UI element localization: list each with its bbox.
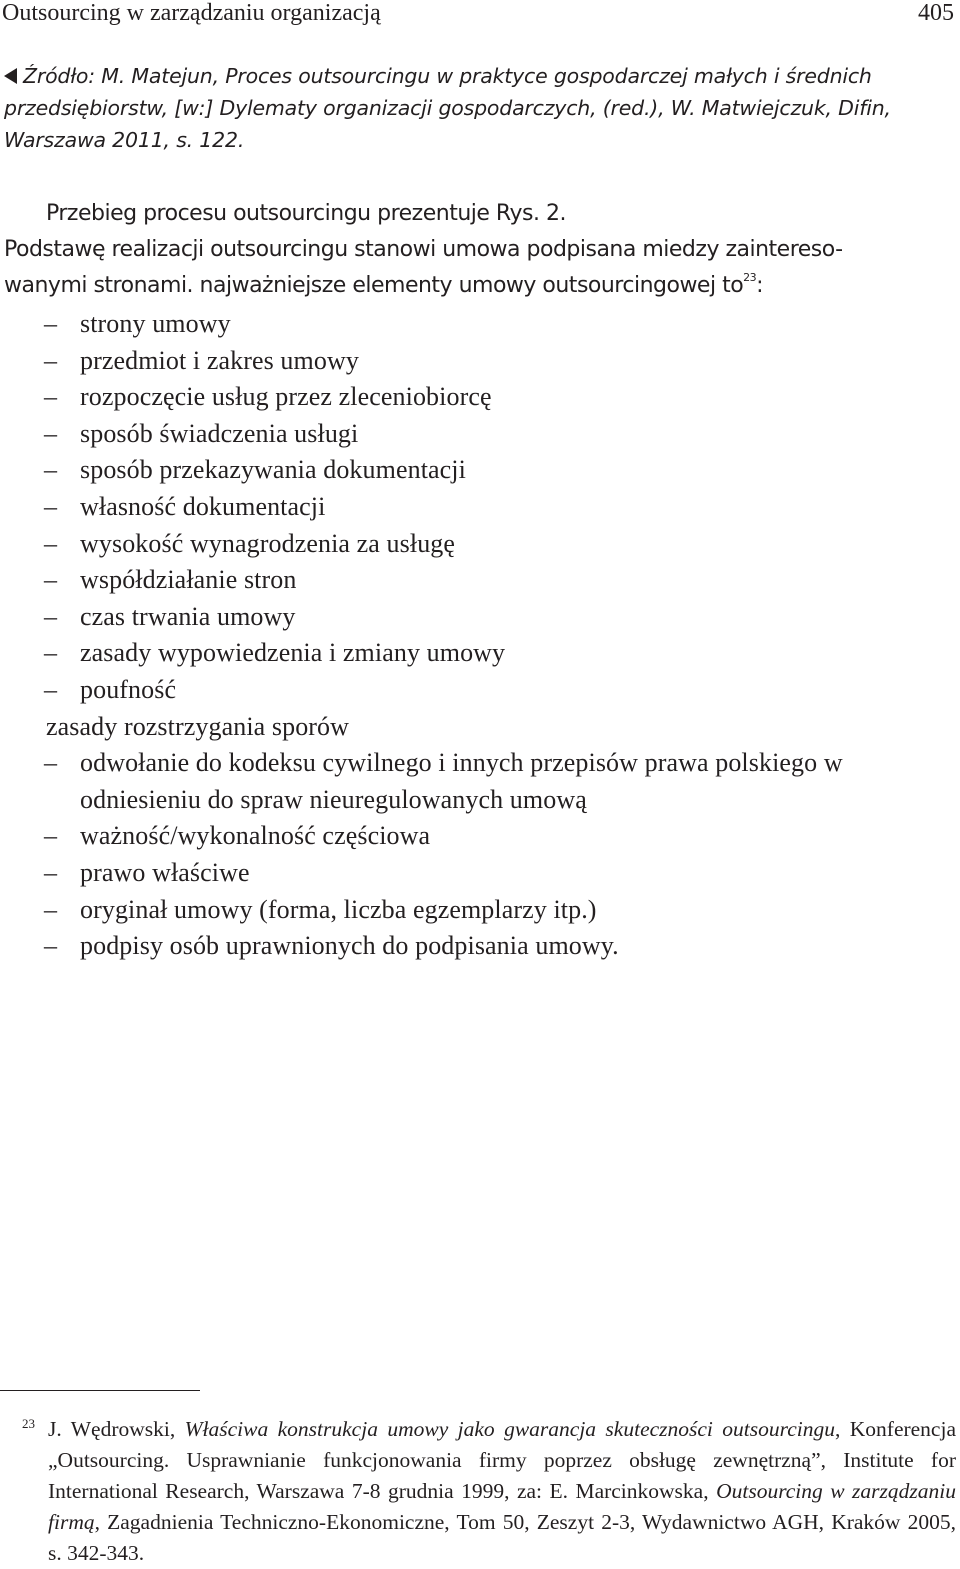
list-item-text: podpisy osób uprawnionych do podpisania umowy. xyxy=(80,931,619,961)
running-header xyxy=(0,0,960,30)
list-item xyxy=(0,892,958,929)
dash: – xyxy=(44,382,58,412)
dash: – xyxy=(44,931,58,961)
footnote-author: J. Wędrowski, xyxy=(48,1417,185,1441)
list-item xyxy=(0,672,958,709)
contract-elements-list xyxy=(0,306,958,965)
dash: – xyxy=(44,418,58,448)
footnote-title: Właściwa konstrukcja umowy jako gwarancja skuteczności outsourcingu xyxy=(184,1417,835,1441)
list-item-plain: zasady rozstrzygania sporów xyxy=(46,711,350,741)
dash: – xyxy=(44,821,58,851)
dash: – xyxy=(44,674,58,704)
footnote-ref[interactable]: 23 xyxy=(743,271,757,284)
list-item xyxy=(0,416,958,453)
list-item xyxy=(0,526,958,563)
footnote xyxy=(22,1414,957,1569)
footnote-title-2: Outsourcing w zarządzaniu firmą xyxy=(48,1479,957,1534)
intro-line-1: Przebieg procesu outsourcingu prezentuje Rys. 2. xyxy=(46,201,566,226)
intro-line-2 xyxy=(4,232,960,304)
list-item-text: strony umowy xyxy=(80,309,231,338)
dash: – xyxy=(44,491,58,521)
list-item xyxy=(0,599,958,636)
list-item xyxy=(0,343,958,380)
intro-colon: : xyxy=(756,273,764,298)
header-title: Outsourcing w zarządzaniu organizacją xyxy=(2,0,381,26)
list-item xyxy=(0,818,958,855)
dash: – xyxy=(44,748,58,778)
dash: – xyxy=(44,565,58,595)
list-item-text: przedmiot i zakres umowy xyxy=(80,345,359,375)
list-item xyxy=(0,855,958,892)
dash: – xyxy=(44,601,58,631)
list-item-text: prawo właściwe xyxy=(80,857,250,887)
list-item xyxy=(0,745,958,818)
list-item-text: sposób przekazywania dokumentacji xyxy=(80,455,466,485)
list-item xyxy=(0,635,958,672)
list-item-text: rozpoczęcie usług przez zleceniobiorcę xyxy=(80,382,492,412)
list-item xyxy=(0,562,958,599)
dash: – xyxy=(44,638,58,668)
list-item xyxy=(0,379,958,416)
list-item-text: odwołanie do kodeksu cywilnego i innych przepisów prawa polskiego w odniesieniu do spraw nieuregulowanych umową xyxy=(80,748,843,814)
source-text: Źródło: M. Matejun, Proces outsourcingu w praktyce gospodarczej małych i średnich przedsiębiorstw, [w:] Dylematy organizacji gospodarczych, (red.), W. Matwiejczuk, Difin, Warszawa 2011, s. 122. xyxy=(4,64,891,152)
footnote-number: 23 xyxy=(22,1416,35,1431)
list-item-text: zasady wypowiedzenia i zmiany umowy xyxy=(80,638,506,668)
list-item-text: czas trwania umowy xyxy=(80,601,296,631)
page-number: 405 xyxy=(918,0,954,26)
list-item-text: ważność/wykonalność częściowa xyxy=(80,821,431,851)
dash: – xyxy=(44,857,58,887)
list-item-text: oryginał umowy (forma, liczba egzemplarzy itp.) xyxy=(80,894,597,924)
list-item-text: wysokość wynagrodzenia za usługę xyxy=(80,528,456,558)
intro-line-2b: wanymi stronami. najważniejsze elementy umowy outsourcingowej to xyxy=(4,273,744,298)
list-item xyxy=(0,928,958,965)
intro-paragraph xyxy=(4,196,960,304)
dash: – xyxy=(44,345,58,375)
list-item xyxy=(0,452,958,489)
footnote-mid: , Konferencja „Outsourcing. Usprawnianie funkcjonowania firmy poprzez obsługę zewnętrzną”, Institute for International Research, Warszawa 7-8 grudnia 1999, za: E. Marcinkowska, xyxy=(48,1417,956,1503)
list-item-text: własność dokumentacji xyxy=(80,491,326,521)
figure-source-note xyxy=(4,60,958,156)
footnote-separator xyxy=(0,1390,200,1391)
intro-line-2a: Podstawę realizacji outsourcingu stanowi umowa podpisana miedzy zaintereso- xyxy=(4,237,843,262)
dash: – xyxy=(44,894,58,924)
list-item xyxy=(0,489,958,526)
footnote-end: , Zagadnienia Techniczno-Ekonomiczne, Tom 50, Zeszyt 2-3, Wydawnictwo AGH, Kraków 2005, s. 342-343. xyxy=(48,1510,956,1565)
list-item xyxy=(0,306,958,343)
list-item-text: sposób świadczenia usługi xyxy=(80,418,359,448)
dash: – xyxy=(44,455,58,485)
back-arrow-icon[interactable] xyxy=(4,68,17,84)
dash: – xyxy=(44,309,58,338)
dash: – xyxy=(44,528,58,558)
list-item-text: poufność xyxy=(80,674,177,704)
list-item-text: współdziałanie stron xyxy=(80,565,297,595)
